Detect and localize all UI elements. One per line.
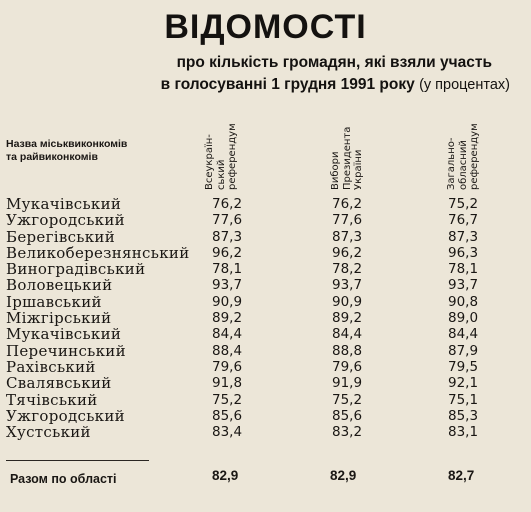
district-name: Мукачівський (6, 195, 122, 213)
regional-value: 85,3 (448, 407, 479, 424)
president-value: 91,9 (332, 375, 363, 392)
table-row (0, 408, 531, 424)
regional-value: 89,0 (448, 310, 479, 327)
district-name: Ужгородський (6, 211, 125, 230)
regional-value: 90,8 (448, 293, 479, 310)
district-name: Іршавський (6, 292, 102, 311)
total-divider (6, 460, 149, 461)
president-value: 88,8 (332, 342, 363, 359)
referendum-value: 76,2 (212, 196, 243, 212)
name-column-header-text: Назва міськвиконкомів та райвиконкомів (6, 138, 128, 163)
president-value: 77,6 (332, 212, 363, 229)
page-subtitle (40, 52, 510, 96)
referendum-value: 85,6 (212, 407, 243, 424)
district-name: Виноградівський (6, 260, 146, 279)
column-header-referendum-text: Всеукраїн- ський референдум (204, 123, 238, 190)
results-table (0, 196, 531, 440)
regional-value: 84,4 (448, 326, 479, 343)
referendum-value: 93,7 (212, 277, 243, 294)
table-row (0, 326, 531, 342)
referendum-value: 84,4 (212, 326, 243, 343)
subtitle-line-1: про кількість громадян, які взяли участь (176, 54, 492, 71)
table-row (0, 424, 531, 440)
president-value: 83,2 (332, 424, 363, 441)
regional-value: 79,5 (448, 358, 479, 375)
total-president-value: 82,9 (330, 468, 357, 483)
district-name: Великоберезнянський (6, 243, 190, 262)
regional-value: 87,3 (448, 228, 479, 245)
referendum-value: 91,8 (212, 375, 243, 392)
table-row (0, 310, 531, 326)
president-value: 78,2 (332, 261, 363, 278)
referendum-value: 87,3 (212, 228, 243, 245)
subtitle-line-2-text: в голосуванні 1 грудня 1991 року (160, 76, 415, 93)
table-row (0, 392, 531, 408)
regional-value: 83,1 (448, 424, 479, 441)
regional-value: 96,3 (448, 244, 479, 261)
district-name: Берегівський (6, 227, 116, 246)
subtitle-line-2 (40, 74, 510, 96)
referendum-value: 90,9 (212, 293, 243, 310)
president-value: 85,6 (332, 407, 363, 424)
president-value: 87,3 (332, 228, 363, 245)
referendum-value: 78,1 (212, 261, 243, 278)
regional-value: 78,1 (448, 261, 479, 278)
president-value: 93,7 (332, 277, 363, 294)
table-row (0, 245, 531, 261)
total-label: Разом по області (10, 472, 117, 486)
regional-value: 76,7 (448, 212, 479, 229)
referendum-value: 89,2 (212, 310, 243, 327)
regional-value: 92,1 (448, 375, 479, 392)
regional-value: 75,2 (448, 196, 479, 212)
table-row (0, 359, 531, 375)
table-row (0, 343, 531, 359)
referendum-value: 75,2 (212, 391, 243, 408)
regional-value: 87,9 (448, 342, 479, 359)
referendum-value: 79,6 (212, 358, 243, 375)
referendum-value: 96,2 (212, 244, 243, 261)
district-name: Воловецький (6, 276, 113, 295)
name-column-header (6, 138, 176, 164)
district-name: Хустський (6, 423, 91, 442)
table-row (0, 375, 531, 391)
total-regional-value: 82,7 (448, 468, 475, 483)
table-row (0, 294, 531, 310)
referendum-value: 77,6 (212, 212, 243, 229)
president-value: 90,9 (332, 293, 363, 310)
page-title: ВІДОМОСТІ (164, 8, 367, 46)
table-row (0, 229, 531, 245)
president-value: 79,6 (332, 358, 363, 375)
referendum-value: 83,4 (212, 424, 243, 441)
regional-value: 75,1 (448, 391, 479, 408)
total-row (0, 468, 531, 488)
president-value: 96,2 (332, 244, 363, 261)
table-row (0, 261, 531, 277)
president-value: 75,2 (332, 391, 363, 408)
district-name: Рахівський (6, 357, 96, 376)
district-name: Міжгірський (6, 309, 112, 328)
referendum-value: 88,4 (212, 342, 243, 359)
president-value: 89,2 (332, 310, 363, 327)
district-name: Перечинський (6, 341, 126, 360)
column-header-regional-text: Загально- обласний референдум (446, 123, 480, 190)
total-referendum-value: 82,9 (212, 468, 239, 483)
district-name: Тячівський (6, 390, 98, 409)
district-name: Свалявський (6, 374, 112, 393)
column-header-president-text: Вибори Президента України (330, 126, 364, 190)
table-row (0, 196, 531, 212)
regional-value: 93,7 (448, 277, 479, 294)
table-row (0, 212, 531, 228)
table-row (0, 277, 531, 293)
subtitle-units: (у процентах) (419, 77, 510, 93)
president-value: 84,4 (332, 326, 363, 343)
district-name: Ужгородський (6, 406, 125, 425)
district-name: Мукачівський (6, 325, 122, 344)
president-value: 76,2 (332, 196, 363, 212)
